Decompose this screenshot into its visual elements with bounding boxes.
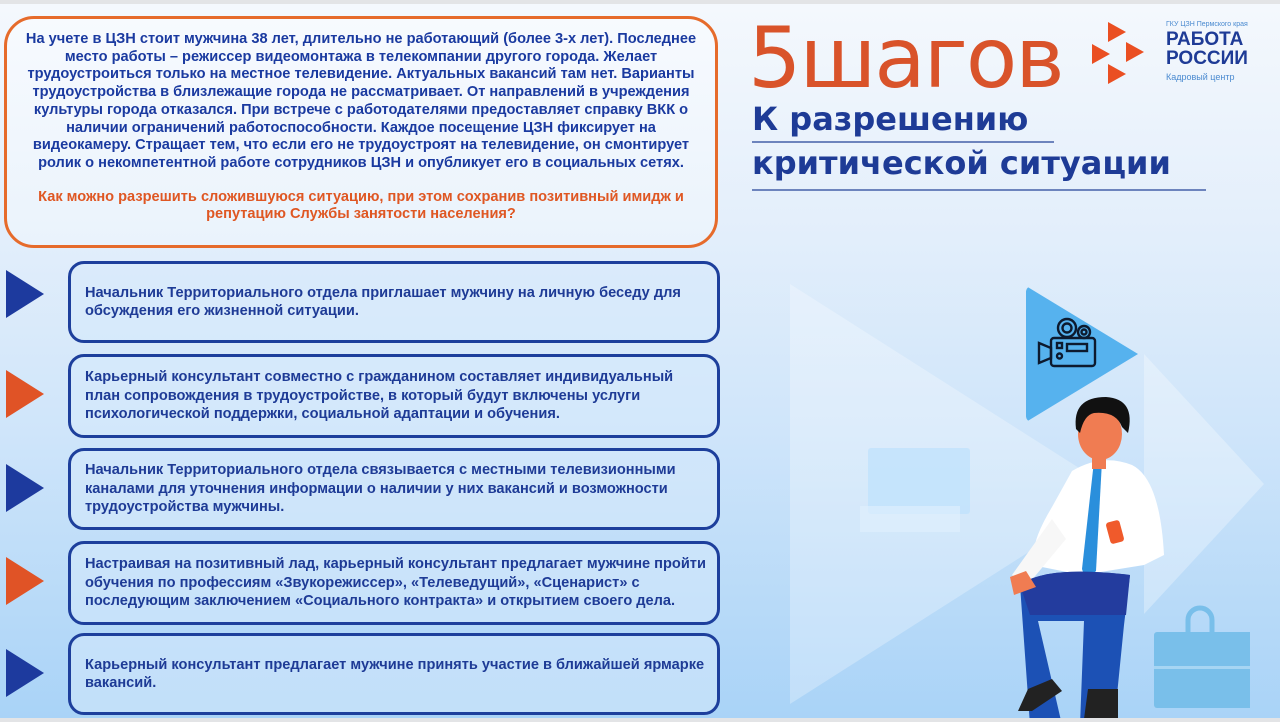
step-2-box xyxy=(68,354,720,438)
subtitle-underline-2 xyxy=(752,189,1206,191)
step-4-box xyxy=(68,541,720,625)
logo-name-line-1: РАБОТА xyxy=(1166,29,1244,50)
step-1-arrow-icon xyxy=(6,270,44,318)
case-description-text: На учете в ЦЗН стоит мужчина 38 лет, длительно не работающий (более 3-х лет). Последнее место работы – режиссер видеомонтажа в телекомпании другого города. Желает трудоустроиться только на местное телевидение. Актуальных вакансий там нет. Варианты трудоустройства в близлежащие города не рассматривает. От направлений в учреждения культуры города отказался. При встрече с работодателями предоставляет справку ВКК о наличии ограничений работоспособности. Каждое посещение ЦЗН фиксирует на видеокамеру. Стращает тем, что если его не трудоустроят на телевидение, он смонтирует ролик о некомпетентной работе сотрудников ЦЗН и опубликует его в социальных сетях. xyxy=(25,31,697,171)
logo-org: ГКУ ЦЗН Пермского края xyxy=(1166,21,1248,28)
step-3-box xyxy=(68,448,720,530)
logo-sub: Кадровый центр xyxy=(1166,72,1235,82)
step-3-arrow-icon xyxy=(6,464,44,512)
step-4-text: Настраивая на позитивный лад, карьерный консультант предлагает мужчине пройти обучения по профессиям «Звукорежиссер», «Телеведущий», «Сценарист» с последующим заключением «Социального контракта» и открытием своего дела. xyxy=(85,556,706,610)
seated-man-illustration xyxy=(990,389,1250,718)
case-description-box xyxy=(4,16,718,248)
logo-name xyxy=(1166,30,1248,68)
big-title: 5шагов xyxy=(748,9,1063,107)
case-question-text: Как можно разрешить сложившуюся ситуацию, при этом сохранив позитивный имидж и репутацию Службы занятости населения? xyxy=(38,188,684,223)
bottom-border xyxy=(0,718,1280,722)
step-5-arrow-icon xyxy=(6,649,44,697)
logo-name-line-2: РОССИИ xyxy=(1166,48,1248,69)
step-5-text: Карьерный консультант предлагает мужчине принять участие в ближайшей ярмарке вакансий. xyxy=(85,656,705,691)
subtitle-line-2: критической ситуации xyxy=(752,144,1171,182)
step-4-arrow-icon xyxy=(6,557,44,605)
step-1-box xyxy=(68,261,720,343)
subtitle-line-1: К разрешению xyxy=(752,100,1029,138)
step-3-text: Начальник Территориального отдела связывается с местными телевизионными каналами для уточнения информации о наличии у них вакансий и возможности трудоустройства мужчины. xyxy=(85,462,676,516)
video-camera-icon xyxy=(1037,316,1101,372)
step-5-box xyxy=(68,633,720,715)
background-desk-shape xyxy=(860,506,960,532)
slide xyxy=(0,4,1280,718)
background-monitor-shape xyxy=(868,448,970,514)
subtitle-underline-1 xyxy=(752,141,1054,143)
rabota-rossii-logo-icon xyxy=(1092,18,1156,88)
step-2-arrow-icon xyxy=(6,370,44,418)
step-2-text: Карьерный консультант совместно с гражданином составляет индивидуальный план сопровождения в трудоустройстве, в который будут включены услуги психологической поддержки, социальной адаптации и обучения. xyxy=(85,369,674,423)
step-1-text: Начальник Территориального отдела приглашает мужчину на личную беседу для обсуждения его жизненной ситуации. xyxy=(85,284,681,319)
